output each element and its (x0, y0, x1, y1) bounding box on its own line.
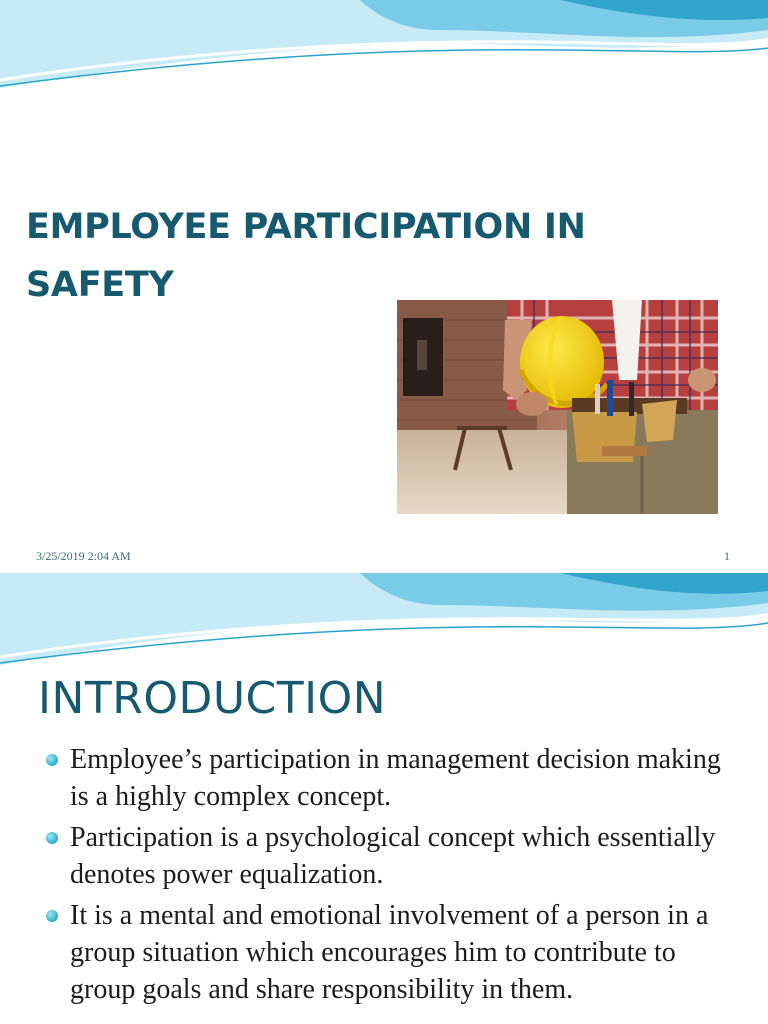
title-line-2: SAFETY (26, 265, 174, 305)
bullet-icon (46, 754, 58, 766)
slide-title (26, 198, 646, 314)
worker-photo (397, 300, 718, 514)
construction-worker-icon (397, 300, 718, 514)
slide-heading: INTRODUCTION (38, 673, 387, 724)
list-item (44, 819, 744, 893)
bullet-list (44, 741, 744, 1012)
list-item (44, 897, 744, 1008)
slide-number: 1 (724, 549, 730, 563)
list-item (44, 741, 744, 815)
header-wave-decoration (0, 573, 768, 673)
slide-date: 3/25/2019 2:04 AM (36, 549, 131, 563)
header-wave-decoration (0, 0, 768, 100)
bullet-icon (46, 910, 58, 922)
title-line-1: EMPLOYEE PARTICIPATION IN (26, 207, 586, 247)
slide-2 (0, 573, 768, 1024)
bullet-text: Employee’s participation in management decision making is a highly complex concept. (70, 744, 721, 812)
bullet-text: It is a mental and emotional involvement of a person in a group situation which encourages him to contribute to group goals and share responsibility in them. (70, 900, 709, 1005)
bullet-text: Participation is a psychological concept which essentially denotes power equalization. (70, 822, 716, 890)
bullet-icon (46, 832, 58, 844)
